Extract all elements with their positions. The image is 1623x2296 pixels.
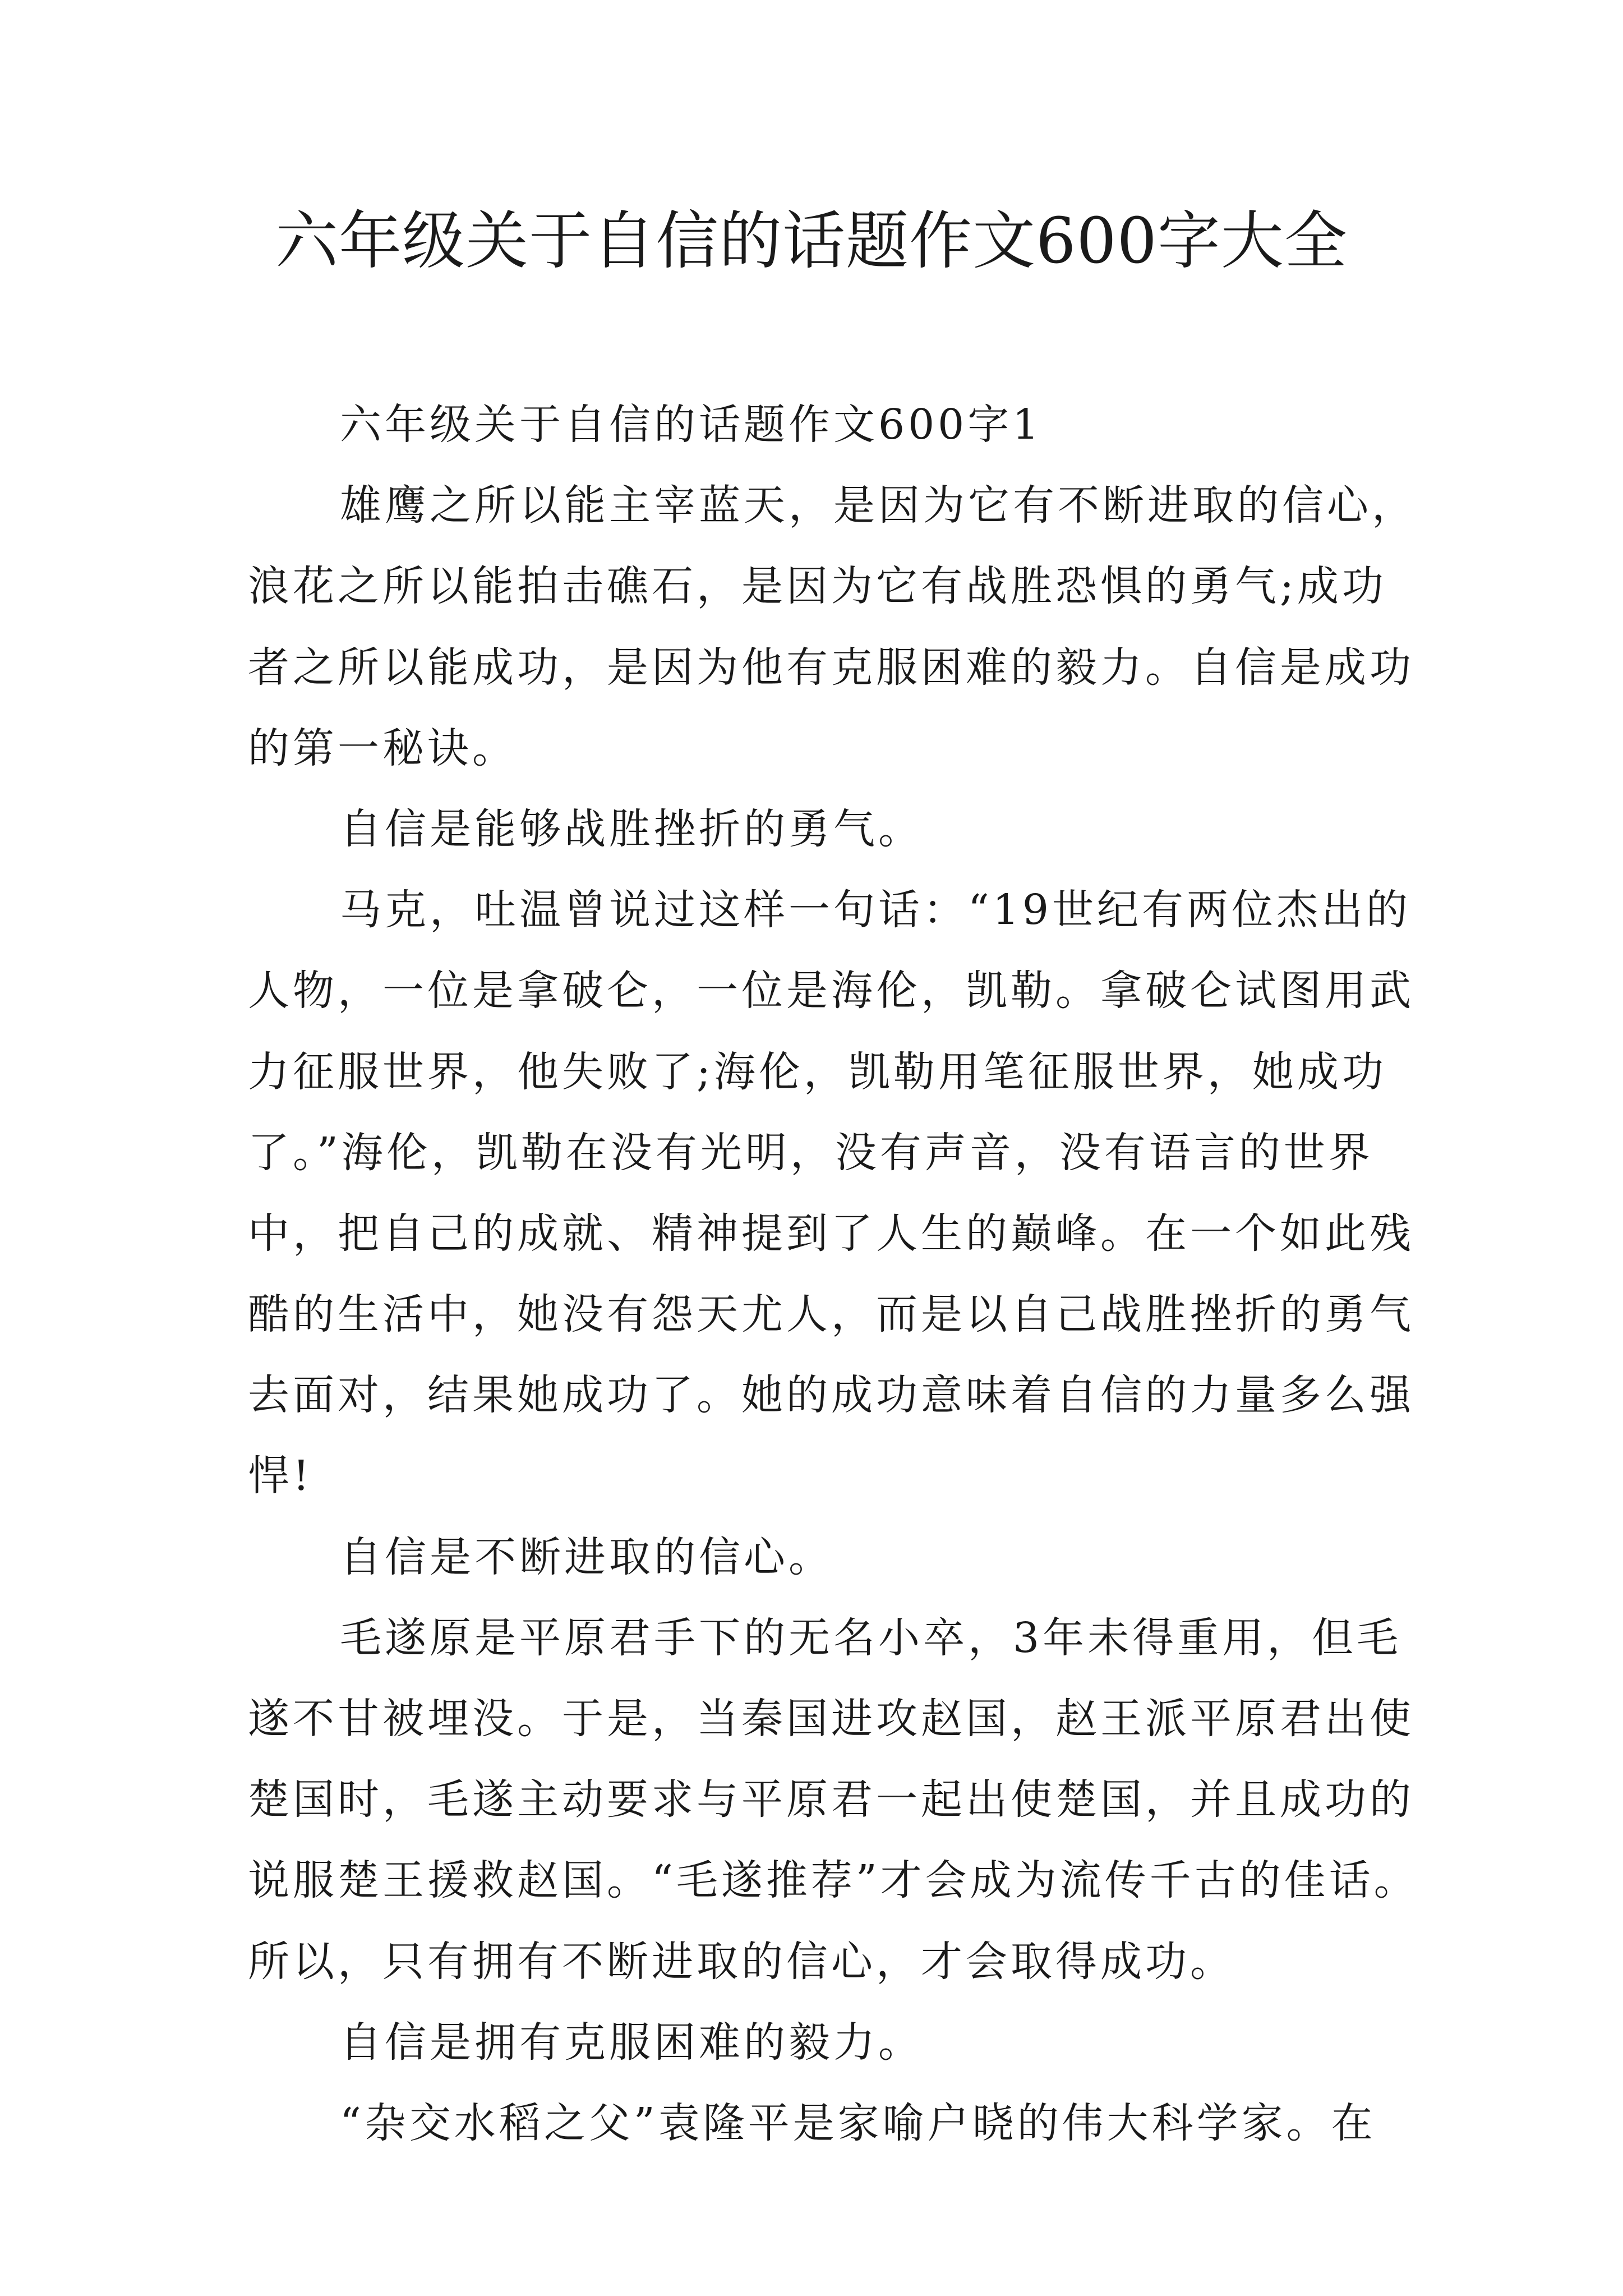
body-line: 遂不甘被埋没。于是，当秦国进攻赵国，赵王派平原君出使 [248, 1695, 1414, 1743]
body-line: 酷的生活中，她没有怨天尤人，而是以自己战胜挫折的勇气 [248, 1290, 1414, 1339]
body-line: 所以，只有拥有不断进取的信心，才会取得成功。 [248, 1937, 1235, 1986]
body-line: 楚国时，毛遂主动要求与平原君一起出使楚国，并且成功的 [248, 1775, 1414, 1824]
body-line: 雄鹰之所以能主宰蓝天，是因为它有不断进取的信心， [340, 481, 1417, 530]
body-line: 中，把自己的成就、精神提到了人生的巅峰。在一个如此残 [248, 1209, 1414, 1258]
body-line: 了。”海伦，凯勒在没有光明，没有声音，没有语言的世界 [248, 1128, 1373, 1177]
body-line: 自信是能够战胜挫折的勇气。 [340, 804, 923, 853]
body-line: 悍! [248, 1452, 313, 1501]
body-line: 说服楚王援救赵国。“毛遂推荐”才会成为流传千古的佳话。 [248, 1856, 1419, 1905]
body-line: 者之所以能成功，是因为他有克服困难的毅力。自信是成功 [248, 643, 1414, 692]
body-line: 自信是拥有克服困难的毅力。 [340, 2018, 923, 2067]
body-line: 自信是不断进取的信心。 [340, 1533, 833, 1581]
body-line: 马克，吐温曾说过这样一句话：“19世纪有两位杰出的 [340, 886, 1411, 935]
body-line: 力征服世界，他失败了;海伦，凯勒用笔征服世界，她成功 [248, 1047, 1387, 1096]
body-line: 的第一秘诀。 [248, 724, 517, 772]
body-line: 浪花之所以能拍击礁石，是因为它有战胜恐惧的勇气;成功 [248, 562, 1387, 611]
body-line: 六年级关于自信的话题作文600字1 [340, 401, 1043, 449]
body-line: 去面对，结果她成功了。她的成功意味着自信的力量多么强 [248, 1371, 1414, 1420]
body-line: 人物，一位是拿破仑，一位是海伦，凯勒。拿破仑试图用武 [248, 967, 1414, 1015]
document-body [248, 384, 1419, 2164]
body-line: “杂交水稻之父”袁隆平是家喻户晓的伟大科学家。在 [340, 2099, 1376, 2147]
body-line: 毛遂原是平原君手下的无名小卒，3年未得重用，但毛 [340, 1613, 1402, 1662]
document-title: 六年级关于自信的话题作文600字大全 [275, 205, 1348, 278]
